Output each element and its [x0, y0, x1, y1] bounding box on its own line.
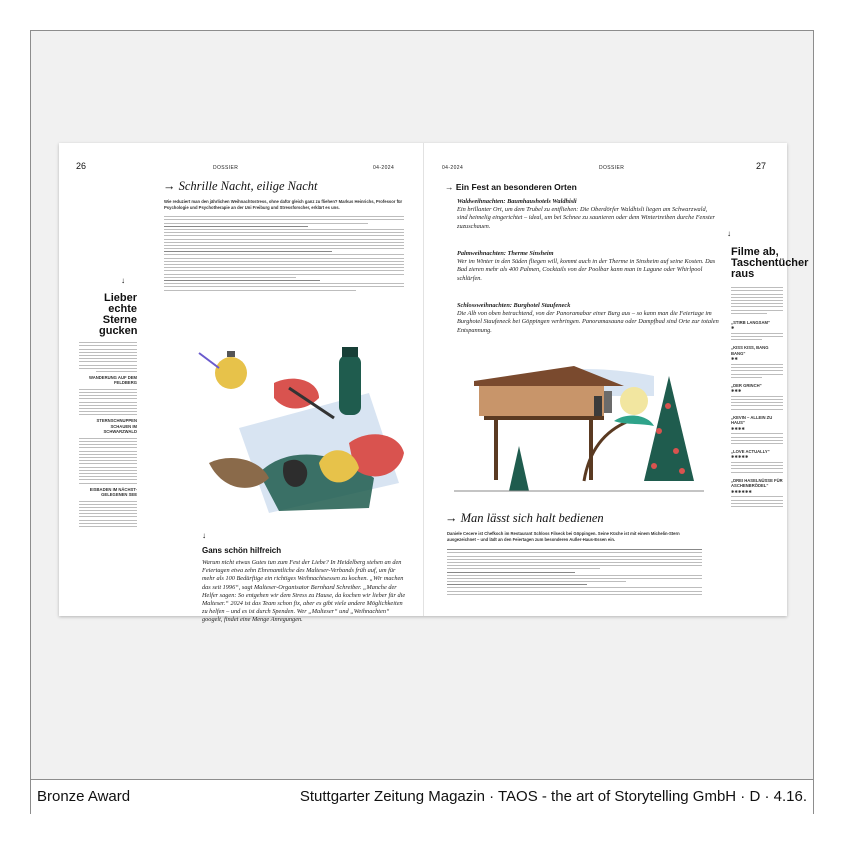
arrow-down-icon: ↓: [727, 229, 731, 238]
award-caption-bar: [31, 779, 813, 815]
left-sidebar-heading: Lieber echte Sterne gucken: [99, 292, 138, 337]
left-lower-heading: Gans schön hilfreich: [202, 546, 282, 555]
left-issue-label: 04-2024: [373, 165, 395, 171]
place-1: [457, 198, 719, 231]
right-issue-label: 04-2024: [442, 165, 464, 171]
left-lower-text: Warum nicht etwas Gutes tun zum Fest der Liebe? In Heidelberg stehen an den Feiertagen etwa zehn Ehrenamtliche des Malteser-Verbands früh auf, um für mehr als 100 Bedürftige ein richtiges Weihnachtsessen zu kochen. „Wir machen das seit 1996“, sagt Malteser-Organisator Bernhard Schreiber. „Manche der Helfer sagen: So entgehen wir dem Stress zu Hause, da kochen wir lieber für die Malteser.“ 2024 ist das Team schon fix, aber es gibt viele andere Möglichkeiten zu helfen – und es ist durch Spenden. Wer „Malteser“ und „Weihnachten“ googelt, findet eine Menge Anregungen.: [202, 559, 406, 624]
christmas-stress-illustration: [199, 333, 424, 518]
arrow-right-icon: →: [445, 182, 456, 192]
place-3-text: Die Alb von oben betrachtend, von der Panoramabar einer Burg aus – so kann man die Feiertage im Burghotel Staufeneck bei Göppingen verbringen. Panoramasauna oder Dampfbad sind Orte zur totalen Entspannung.: [457, 310, 719, 334]
film-title-6: „DREI HASELNÜSSE FÜR ASCHENBRÖDEL“: [731, 477, 783, 489]
left-headline: → Schrille Nacht, eilige Nacht: [163, 179, 318, 193]
film-rating-3: ✱✱✱: [731, 388, 742, 394]
place-3: [457, 302, 719, 335]
arrow-down-icon: ↓: [121, 276, 125, 285]
right-page-number: 27: [756, 161, 767, 171]
film-rating-2: ✱✱: [731, 356, 739, 362]
arrow-right-icon: →: [445, 511, 458, 525]
right-section-label: DOSSIER: [599, 165, 625, 171]
right-lower-body: [447, 547, 702, 615]
film-title-3: „DER GRINCH“: [731, 382, 762, 388]
place-1-text: Ein brillanter Ort, um dem Trubel zu entfliehen: Die Oberdörfer Waldhisli liegen am Schwarzwald, sind heimelig eingerichtet – ideal, um bei Schnee zu saunieren oder dem Wintertreiben durche Fenster zuzuschauen.: [457, 206, 715, 230]
right-lower-headline: → Man lässt sich halt bedienen: [445, 511, 604, 525]
left-sidebar-text: [79, 340, 137, 595]
left-sidebar-section-3: EISBADEN IM NÄCHST-GELEGENEN SEE: [89, 486, 137, 497]
left-body-text: [164, 214, 404, 324]
film-rating-6: ✱✱✱✱✱✱: [731, 488, 753, 494]
film-title-4: „KEVIN – ALLEIN ZU HAUS“: [731, 414, 773, 426]
place-1-title: Waldweihnachten: Baumhaushotels Waldhisli: [457, 198, 577, 205]
place-2: [457, 250, 719, 283]
left-page-number: 26: [76, 161, 87, 171]
left-sidebar-section-2: STERNSCHNUPPEN SCHAUEN IM SCHWARZWALD: [96, 418, 137, 435]
arrow-down-icon: ↓: [202, 531, 206, 540]
film-title-2: „KISS KISS, BANG BANG“: [731, 345, 769, 356]
place-2-text: Wer im Winter in den Süden fliegen will, kommt auch in der Therme in Sinsheim auf seine Kosten. Das Bad zieren mehr als 400 Palmen, Cocktails von der Poolbar kann man in Lagune oder Whirlpool schlürfen.: [457, 258, 716, 282]
left-section-label: DOSSIER: [213, 165, 239, 171]
film-rating-1: ✱: [731, 325, 735, 331]
film-rating-4: ✱✱✱✱: [731, 425, 746, 431]
award-frame: [30, 30, 814, 814]
place-2-title: Palmweihnachten: Therme Sinsheim: [457, 250, 554, 257]
treehouse-illustration: [454, 361, 704, 501]
award-label: Bronze Award: [37, 788, 131, 805]
place-3-title: Schlossweihnachten: Burghotel Staufeneck: [457, 302, 571, 309]
magazine-spread: [59, 143, 809, 624]
film-title-1: „STIRB LANGSAM“: [731, 319, 771, 325]
left-intro: Wie reduziert man den jährlichen Weihnachtsstress, ohne dafür gleich ganz zu fliehen? Markus Heinrichs, Professor für Psychologie und Psychotherapie an der Uni Freiburg und Stressforscher, erklärt es uns.: [164, 199, 403, 210]
right-headline: → Ein Fest an besonderen Orten: [445, 182, 577, 192]
arrow-right-icon: →: [163, 179, 176, 193]
award-credit: Stuttgarter Zeitung Magazin · TAOS - the art of Storytelling GmbH · D · 4.16.: [299, 788, 807, 805]
right-lower-intro: Daniele Cecere ist Chefkoch im Restaurant Schloss Filseck bei Göppingen. Seine Küche ist mit einem Michelin-Stern ausgezeichnet – und lädt an den Feiertagen zum besonderen Außer-Haus-Essen ein.: [447, 531, 680, 542]
right-sidebar-heading: Filme ab, Taschentücher raus: [731, 246, 809, 280]
left-sidebar-section-1: WANDERUNG AUF DEM FELDBERG: [89, 374, 137, 386]
film-rating-5: ✱✱✱✱✱: [731, 454, 749, 460]
film-title-5: „LOVE ACTUALLY“: [731, 448, 770, 454]
right-sidebar-text: [731, 285, 783, 615]
